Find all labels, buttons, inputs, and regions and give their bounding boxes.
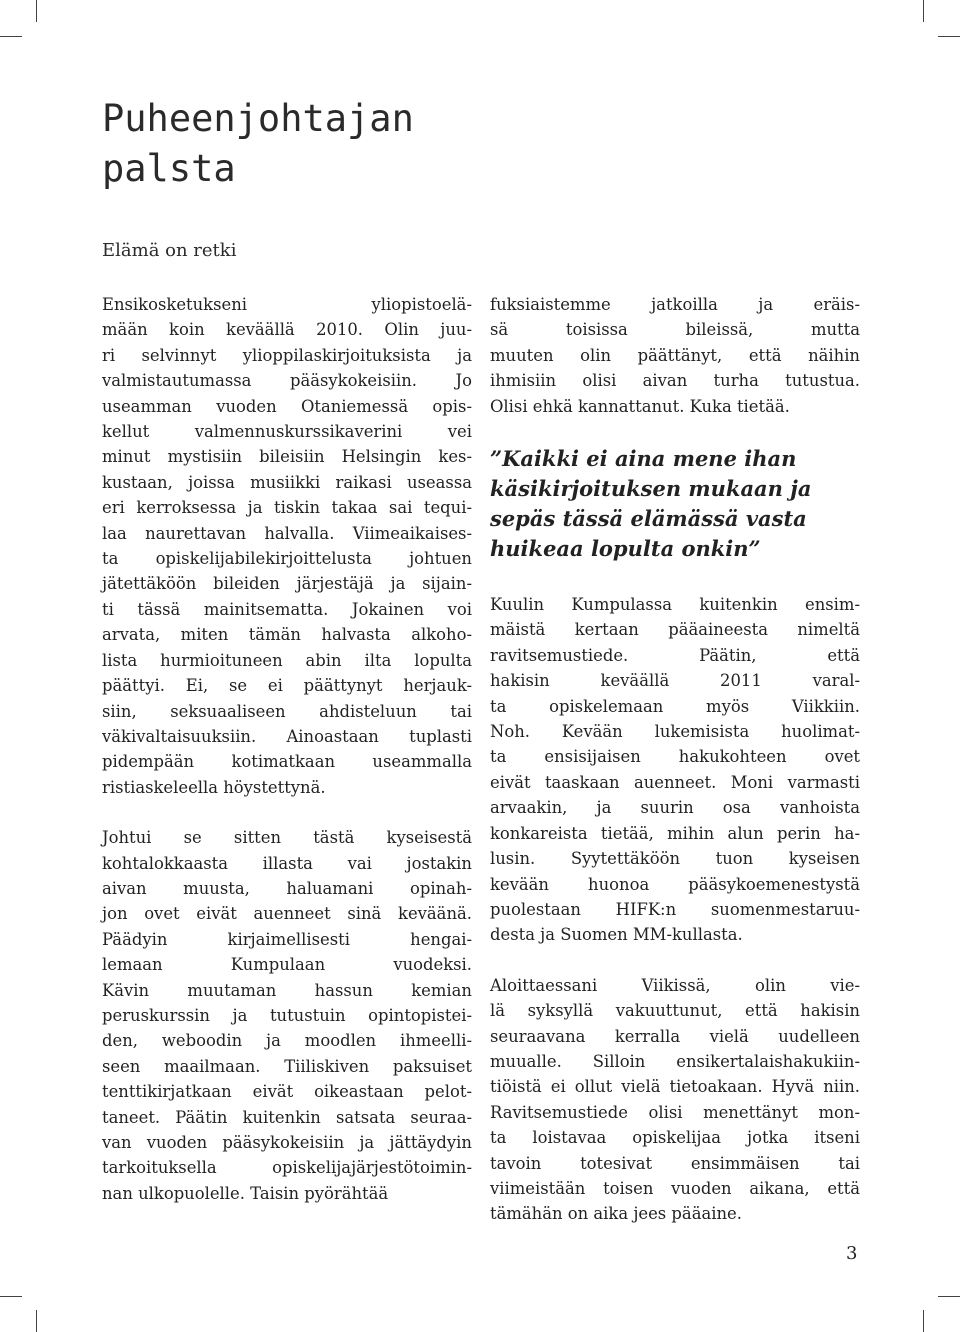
text-line: ta opiskelijabilekirjoittelusta johtuen [102, 549, 472, 569]
text-line: fuksiaistemme jatkoilla ja eräis- [490, 295, 860, 314]
crop-mark-top-left-h [0, 36, 22, 37]
text-line: tarkoituksella opiskelijajärjestötoimin- [102, 1158, 472, 1178]
text-line: eivät taaskaan auenneet. Moni varmasti [490, 772, 860, 792]
crop-mark-top-left-v [36, 0, 37, 22]
text-line: Kävin muutaman hassun kemian [102, 980, 472, 1000]
text-line: tavoin totesivat ensimmäisen tai [490, 1153, 860, 1173]
text-line: puolestaan HIFK:n suomenmestaruu- [490, 899, 860, 919]
text-line: päättyi. Ei, se ei päättynyt herjauk- [102, 676, 472, 696]
crop-mark-top-right-v [923, 0, 924, 22]
text-line: lä syksyllä vakuuttunut, että hakisin [490, 1001, 860, 1021]
text-line: ta ensisijaisen hakukohteen ovet [490, 747, 860, 767]
text-line: ravitsemustiede. Päätin, että [490, 645, 860, 665]
text-line: lemaan Kumpulaan vuodeksi. [102, 955, 472, 975]
text-line: lusin. Syytettäköön tuon kyseisen [490, 849, 860, 869]
text-line: kustaan, joissa musiikki raikasi useassa [102, 472, 472, 492]
text-line: kohtalokkaasta illasta vai jostakin [102, 853, 472, 873]
text-line: seen maailmaan. Tiiliskiven paksuiset [102, 1056, 472, 1076]
left-column [102, 292, 472, 1231]
text-line: jätettäköön bileiden järjestäjä ja sijain- [102, 574, 472, 594]
text-line: kellut valmennuskurssikaverini vei [102, 422, 472, 442]
text-line: laa naurettavan halvalla. Viimeaikaises- [102, 523, 472, 543]
crop-mark-bottom-right-v [923, 1310, 924, 1332]
pull-quote-line: huikeaa lopulta onkin” [490, 536, 761, 562]
text-line: den, weboodin ja moodlen ihmeelli- [102, 1031, 472, 1051]
text-line: ta loistavaa opiskelijaa jotka itseni [490, 1128, 860, 1148]
text-line: ihmisiin olisi aivan turha tutustua. [490, 371, 860, 391]
text-line: ta opiskelemaan myös Viikkiin. [490, 696, 860, 716]
page-title [102, 94, 662, 194]
text-line: tiöistä ei ollut vielä tietoakaan. Hyvä niin. [490, 1077, 860, 1097]
text-line: ti tässä mainitsematta. Jokainen voi [102, 599, 472, 619]
paragraph [490, 592, 860, 948]
article-subtitle: Elämä on retki [102, 240, 237, 261]
text-line: tämähän on aika jees pääaine. [490, 1204, 742, 1224]
crop-mark-bottom-left-h [0, 1296, 22, 1297]
text-line: peruskurssin ja tutustuin opintopistei- [102, 1005, 472, 1025]
text-line: seuraavana kerralla vielä uudelleen [490, 1026, 860, 1046]
text-line: tenttikirjatkaan eivät oikeastaan pelot- [102, 1082, 472, 1102]
pull-quote-line: käsikirjoituksen mukaan ja [490, 476, 812, 502]
text-line: mään koin keväällä 2010. Olin juu- [102, 320, 472, 340]
pull-quote-line: sepäs tässä elämässä vasta [490, 506, 807, 532]
text-line: lista hurmioituneen abin ilta lopulta [102, 650, 472, 670]
text-line: desta ja Suomen MM-kullasta. [490, 925, 743, 945]
text-line: eri kerroksessa ja tiskin takaa sai tequi- [102, 498, 472, 518]
title-line: Puheenjohtajan [102, 97, 414, 140]
crop-mark-top-right-h [938, 36, 960, 37]
paragraph [490, 292, 860, 419]
text-line: van vuoden pääsykokeisiin ja jättäydyin [102, 1133, 472, 1152]
text-line: Johtui se sitten tästä kyseisestä [102, 828, 472, 848]
text-line: arvaakin, ja suurin osa vanhoista [490, 798, 860, 818]
text-line: Kuulin Kumpulassa kuitenkin ensim- [490, 595, 860, 615]
pull-quote-line: ”Kaikki ei aina mene ihan [490, 446, 797, 472]
text-line: Ensikosketukseni yliopistoelä- [102, 295, 472, 314]
page-number: 3 [846, 1243, 858, 1264]
paragraph [102, 292, 472, 800]
right-column [490, 292, 860, 1252]
text-line: useamman vuoden Otaniemessä opis- [102, 396, 472, 416]
pull-quote [490, 444, 860, 564]
text-line: arvata, miten tämän halvasta alkoho- [102, 625, 472, 645]
text-line: hakisin keväällä 2011 varal- [490, 671, 860, 691]
paragraph [490, 973, 860, 1227]
crop-mark-bottom-right-h [938, 1296, 960, 1297]
text-line: viimeistään toisen vuoden aikana, että [490, 1178, 860, 1198]
text-line: Päädyin kirjaimellisesti hengai- [102, 929, 472, 949]
title-line: palsta [102, 147, 236, 190]
text-line: väkivaltaisuuksiin. Ainoastaan tuplasti [102, 726, 472, 746]
text-line: taneet. Päätin kuitenkin satsata seuraa- [102, 1107, 472, 1127]
text-line: Noh. Kevään lukemisista huolimat- [490, 722, 860, 742]
text-line: muuten olin päättänyt, että näihin [490, 345, 860, 365]
paragraph [102, 825, 472, 1206]
text-line: valmistautumassa pääsykokeisiin. Jo [102, 371, 472, 391]
text-line: jon ovet eivät auenneet sinä keväänä. [102, 904, 472, 924]
text-line: muualle. Silloin ensikertalaishakukiin- [490, 1051, 860, 1071]
text-line: minut mystisiin bileisiin Helsingin kes- [102, 447, 472, 467]
text-line: nan ulkopuolelle. Taisin pyörähtää [102, 1183, 389, 1203]
text-line: konkareista tietää, mihin alun perin ha- [490, 823, 860, 843]
crop-mark-bottom-left-v [36, 1310, 37, 1332]
text-line: ri selvinnyt ylioppilaskirjoituksista ja [102, 345, 472, 365]
text-line: sä toisissa bileissä, mutta [490, 320, 860, 340]
text-line: pidempään kotimatkaan useammalla [102, 752, 472, 772]
text-line: siin, seksuaaliseen ahdisteluun tai [102, 701, 472, 721]
text-line: Ravitsemustiede olisi menettänyt mon- [490, 1102, 860, 1122]
text-line: aivan muusta, haluamani opinah- [102, 878, 472, 898]
text-line: kevään huonoa pääsykoemenestystä [490, 874, 860, 894]
text-line: Aloittaessani Viikissä, olin vie- [490, 975, 860, 995]
text-line: mäistä kertaan pääaineesta nimeltä [490, 620, 860, 640]
text-line: Olisi ehkä kannattanut. Kuka tietää. [490, 396, 790, 416]
text-line: ristiaskeleella höystettynä. [102, 777, 326, 797]
